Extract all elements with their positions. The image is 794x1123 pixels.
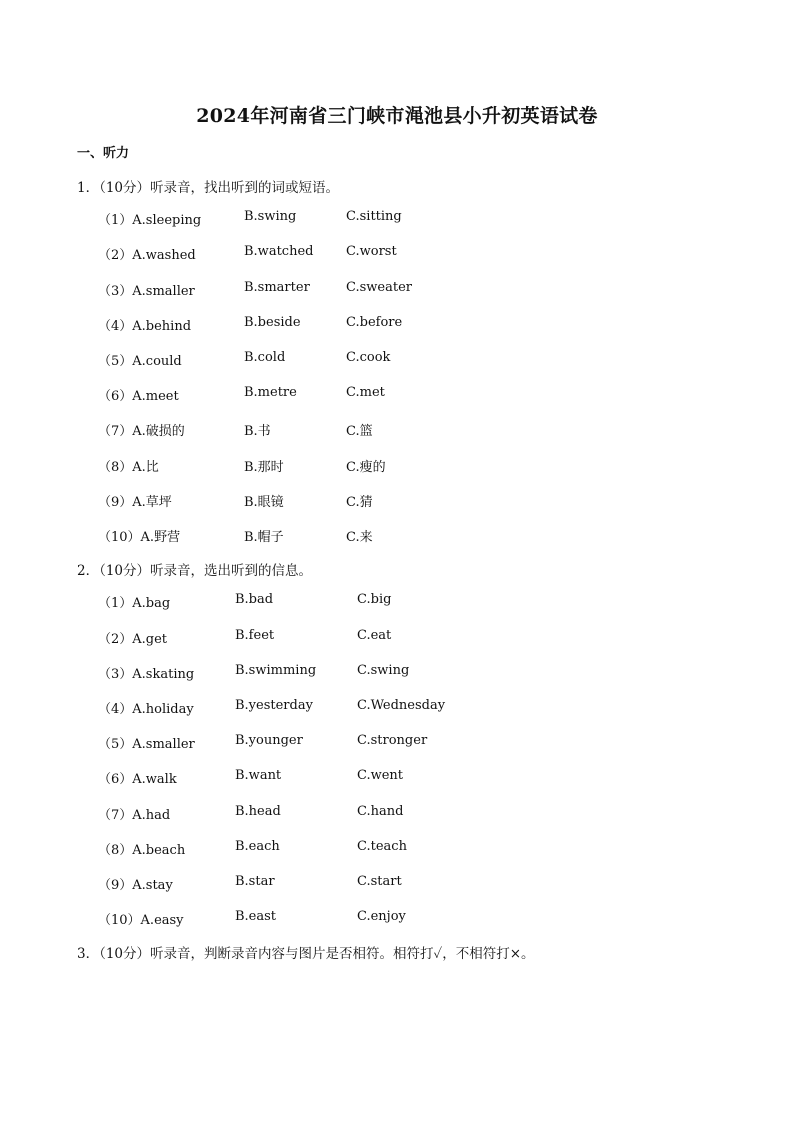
option-c: C.cook [346, 350, 391, 365]
option-a: （4）A.holiday [98, 702, 194, 717]
option-c: C.met [346, 385, 385, 400]
option-a: （9）A.stay [98, 878, 173, 893]
option-b: B.want [235, 768, 282, 783]
option-a: （8）A.beach [98, 843, 186, 858]
question-1-label: 1．（10分）听录音，找出听到的词或短语。 [77, 180, 340, 196]
option-c: C.eat [357, 628, 392, 643]
option-c: C.swing [357, 663, 410, 678]
option-a: （6）A.meet [98, 389, 179, 404]
option-c: C.篮 [346, 424, 373, 439]
option-b: B.眼镜 [244, 495, 284, 510]
option-a: （9）A.草坪 [98, 495, 172, 510]
question-3-label: 3．（10分）听录音，判断录音内容与图片是否相符。相符打✓，不相符打×。 [77, 946, 535, 962]
question-2-label: 2．（10分）听录音，选出听到的信息。 [77, 563, 313, 579]
option-b: B.cold [244, 350, 286, 365]
option-c: C.before [346, 315, 403, 330]
option-a: （10）A.野营 [98, 530, 181, 545]
option-b: B.metre [244, 385, 297, 400]
option-a: （5）A.could [98, 354, 182, 369]
option-b: B.feet [235, 628, 275, 643]
option-b: B.帽子 [244, 530, 284, 545]
section-heading: 一、听力 [77, 146, 130, 161]
option-a: （6）A.walk [98, 772, 177, 787]
option-c: C.sitting [346, 209, 402, 224]
option-a: （5）A.smaller [98, 737, 195, 752]
option-b: B.yesterday [235, 698, 313, 713]
option-b: B.younger [235, 733, 303, 748]
option-c: C.瘦的 [346, 460, 386, 475]
option-a: （2）A.get [98, 632, 168, 647]
option-c: C.Wednesday [357, 698, 446, 713]
option-b: B.beside [244, 315, 301, 330]
option-a: （1）A.sleeping [98, 213, 202, 228]
option-c: C.猜 [346, 495, 373, 510]
option-a: （4）A.behind [98, 319, 192, 334]
option-c: C.went [357, 768, 404, 783]
option-c: C.teach [357, 839, 407, 854]
option-a: （8）A.比 [98, 460, 159, 475]
option-c: C.big [357, 592, 392, 607]
option-a: （3）A.smaller [98, 284, 195, 299]
option-b: B.bad [235, 592, 274, 607]
option-c: C.worst [346, 244, 397, 259]
option-b: B.watched [244, 244, 314, 259]
option-c: C.hand [357, 804, 404, 819]
option-b: B.swimming [235, 663, 317, 678]
option-c: C.stronger [357, 733, 428, 748]
option-a: （2）A.washed [98, 248, 196, 263]
option-b: B.smarter [244, 280, 310, 295]
option-c: C.来 [346, 530, 373, 545]
option-a: （10）A.easy [98, 913, 184, 928]
option-c: C.sweater [346, 280, 412, 295]
page-title: 2024年河南省三门峡市渑池县小升初英语试卷 [196, 105, 598, 127]
option-b: B.swing [244, 209, 297, 224]
option-c: C.enjoy [357, 909, 406, 924]
option-c: C.start [357, 874, 402, 889]
option-b: B.书 [244, 424, 271, 439]
option-b: B.那时 [244, 460, 284, 475]
option-a: （3）A.skating [98, 667, 195, 682]
option-b: B.each [235, 839, 280, 854]
option-a: （7）A.had [98, 808, 171, 823]
option-a: （7）A.破损的 [98, 424, 185, 439]
option-b: B.star [235, 874, 275, 889]
option-b: B.east [235, 909, 277, 924]
option-a: （1）A.bag [98, 596, 171, 611]
option-b: B.head [235, 804, 281, 819]
